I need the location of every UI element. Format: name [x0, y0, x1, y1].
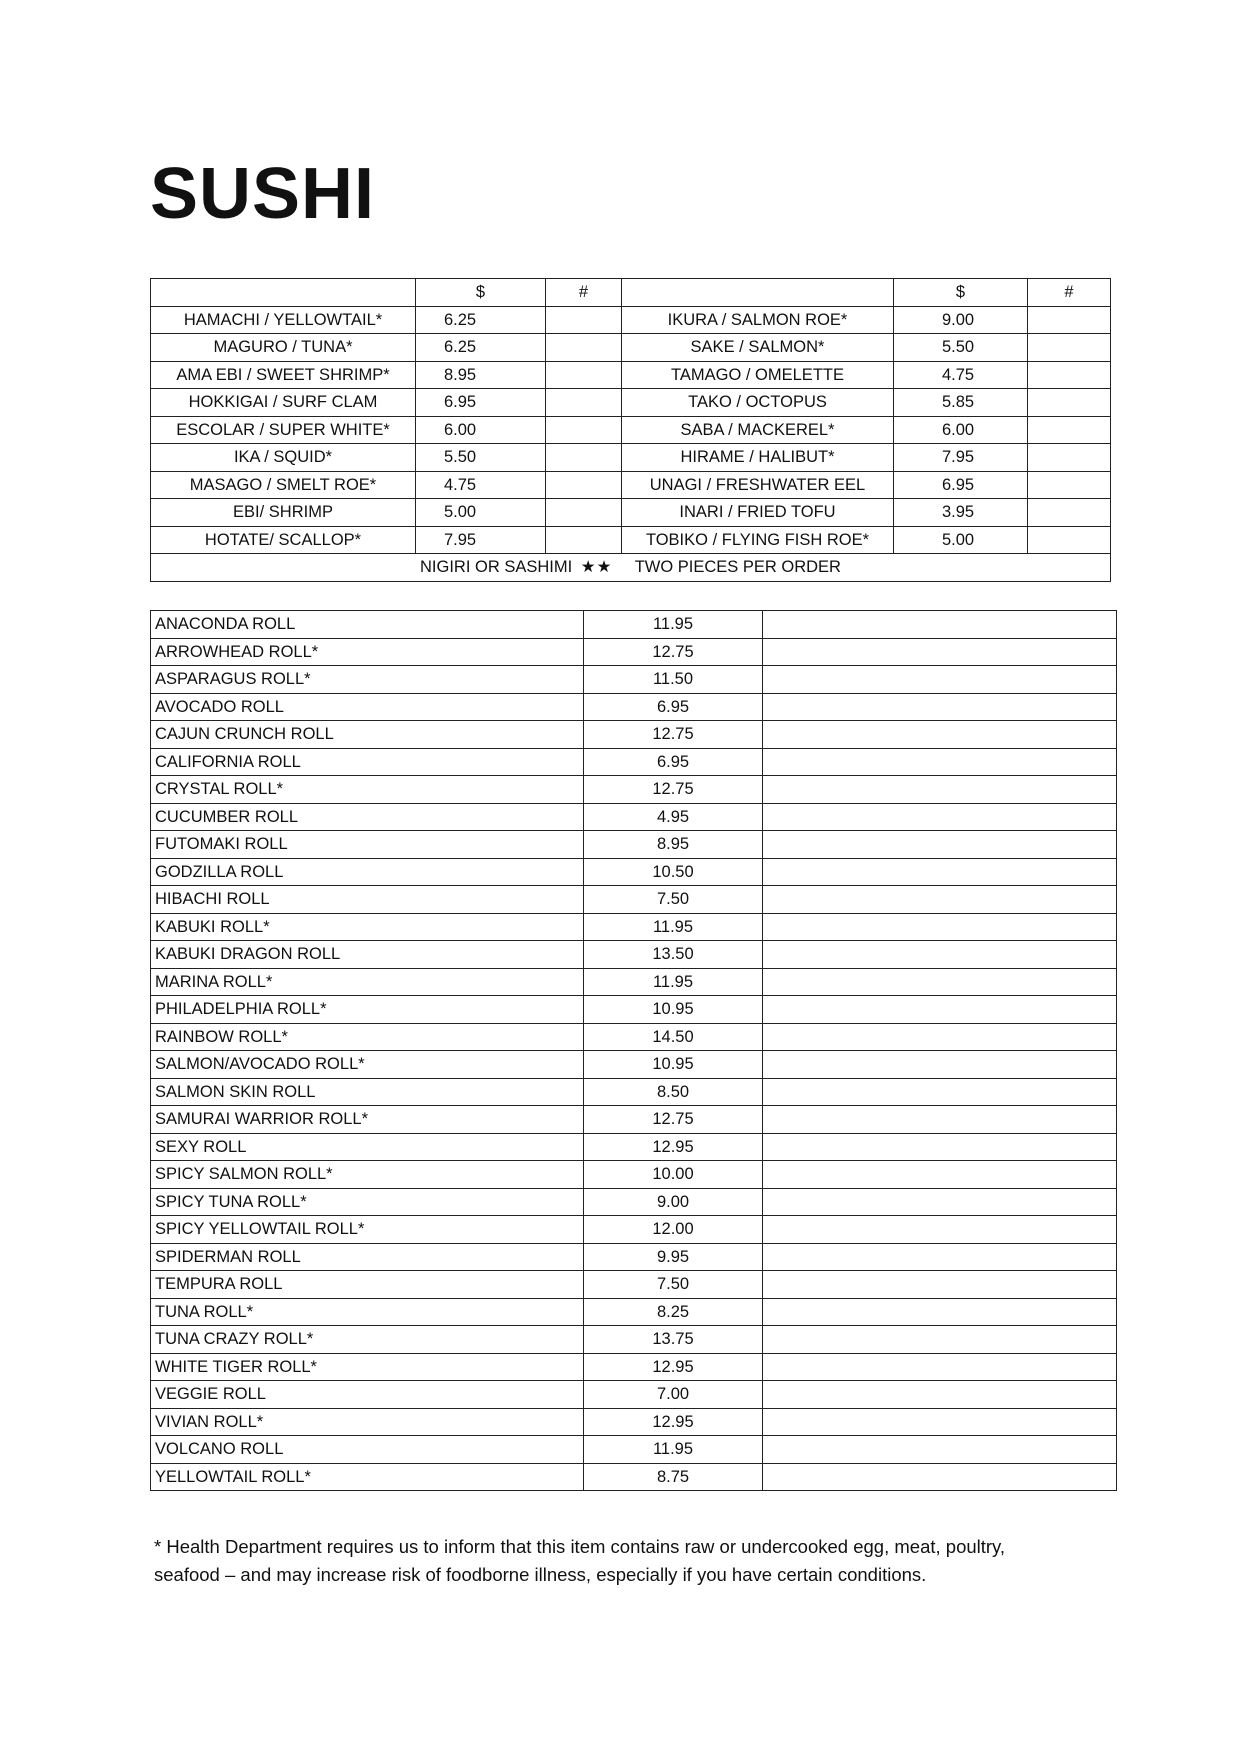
roll-row	[151, 776, 1117, 804]
roll-name: VIVIAN ROLL*	[151, 1408, 584, 1436]
roll-row	[151, 1243, 1117, 1271]
roll-price: 14.50	[584, 1023, 763, 1051]
roll-notes-cell	[763, 611, 1117, 639]
nigiri-item-count	[1028, 471, 1111, 499]
nigiri-item-name: IKA / SQUID*	[151, 444, 416, 472]
nigiri-header-item-right	[622, 279, 894, 307]
nigiri-item-name: MAGURO / TUNA*	[151, 334, 416, 362]
roll-price: 12.95	[584, 1408, 763, 1436]
roll-name: PHILADELPHIA ROLL*	[151, 996, 584, 1024]
nigiri-header-price-right: $	[894, 279, 1028, 307]
roll-notes-cell	[763, 1408, 1117, 1436]
roll-name: SALMON/AVOCADO ROLL*	[151, 1051, 584, 1079]
roll-name: FUTOMAKI ROLL	[151, 831, 584, 859]
roll-notes-cell	[763, 941, 1117, 969]
roll-price: 8.50	[584, 1078, 763, 1106]
nigiri-item-price: 6.95	[894, 471, 1028, 499]
roll-price: 13.50	[584, 941, 763, 969]
roll-price: 10.50	[584, 858, 763, 886]
roll-price: 11.50	[584, 666, 763, 694]
roll-row	[151, 1353, 1117, 1381]
nigiri-item-count	[1028, 306, 1111, 334]
nigiri-item-count	[1028, 361, 1111, 389]
nigiri-item-name: UNAGI / FRESHWATER EEL	[622, 471, 894, 499]
nigiri-note-row	[151, 554, 1111, 582]
roll-name: SPICY TUNA ROLL*	[151, 1188, 584, 1216]
roll-name: CAJUN CRUNCH ROLL	[151, 721, 584, 749]
nigiri-item-count	[546, 361, 622, 389]
roll-notes-cell	[763, 1463, 1117, 1491]
roll-notes-cell	[763, 1161, 1117, 1189]
nigiri-item-count	[1028, 389, 1111, 417]
roll-name: VEGGIE ROLL	[151, 1381, 584, 1409]
roll-price: 11.95	[584, 611, 763, 639]
nigiri-item-name: ESCOLAR / SUPER WHITE*	[151, 416, 416, 444]
roll-name: SPICY SALMON ROLL*	[151, 1161, 584, 1189]
roll-price: 11.95	[584, 968, 763, 996]
roll-row	[151, 748, 1117, 776]
nigiri-item-price: 5.85	[894, 389, 1028, 417]
roll-name: VOLCANO ROLL	[151, 1436, 584, 1464]
roll-row	[151, 1326, 1117, 1354]
roll-row	[151, 1161, 1117, 1189]
roll-name: ASPARAGUS ROLL*	[151, 666, 584, 694]
roll-row	[151, 611, 1117, 639]
roll-row	[151, 1298, 1117, 1326]
roll-price: 11.95	[584, 913, 763, 941]
roll-notes-cell	[763, 996, 1117, 1024]
roll-price: 9.00	[584, 1188, 763, 1216]
nigiri-row	[151, 471, 1111, 499]
nigiri-row	[151, 499, 1111, 527]
rolls-table	[150, 610, 1117, 1491]
nigiri-item-price: 6.95	[416, 389, 546, 417]
nigiri-row	[151, 389, 1111, 417]
roll-price: 8.95	[584, 831, 763, 859]
roll-notes-cell	[763, 886, 1117, 914]
roll-row	[151, 1271, 1117, 1299]
nigiri-item-name: INARI / FRIED TOFU	[622, 499, 894, 527]
nigiri-header-row	[151, 279, 1111, 307]
nigiri-item-count	[546, 389, 622, 417]
roll-price: 10.00	[584, 1161, 763, 1189]
roll-name: SAMURAI WARRIOR ROLL*	[151, 1106, 584, 1134]
roll-row	[151, 913, 1117, 941]
roll-row	[151, 638, 1117, 666]
nigiri-item-price: 5.00	[416, 499, 546, 527]
roll-row	[151, 968, 1117, 996]
roll-price: 4.95	[584, 803, 763, 831]
roll-name: MARINA ROLL*	[151, 968, 584, 996]
roll-name: TEMPURA ROLL	[151, 1271, 584, 1299]
roll-row	[151, 721, 1117, 749]
nigiri-note-left: NIGIRI OR SASHIMI	[420, 558, 573, 576]
roll-notes-cell	[763, 968, 1117, 996]
page-title: SUSHI	[150, 154, 376, 234]
roll-row	[151, 666, 1117, 694]
nigiri-item-name: TAMAGO / OMELETTE	[622, 361, 894, 389]
nigiri-row	[151, 526, 1111, 554]
nigiri-item-price: 9.00	[894, 306, 1028, 334]
roll-price: 12.75	[584, 638, 763, 666]
nigiri-item-count	[1028, 444, 1111, 472]
roll-price: 7.50	[584, 1271, 763, 1299]
roll-price: 11.95	[584, 1436, 763, 1464]
roll-row	[151, 1023, 1117, 1051]
roll-name: CALIFORNIA ROLL	[151, 748, 584, 776]
nigiri-item-count	[546, 526, 622, 554]
nigiri-item-price: 5.00	[894, 526, 1028, 554]
nigiri-item-count	[1028, 526, 1111, 554]
roll-notes-cell	[763, 748, 1117, 776]
roll-price: 6.95	[584, 693, 763, 721]
health-disclaimer-line-2: seafood – and may increase risk of foodborne illness, especially if you have certain conditions.	[154, 1564, 927, 1585]
roll-notes-cell	[763, 638, 1117, 666]
roll-price: 12.00	[584, 1216, 763, 1244]
nigiri-item-count	[546, 334, 622, 362]
roll-row	[151, 1381, 1117, 1409]
roll-notes-cell	[763, 1106, 1117, 1134]
nigiri-item-price: 4.75	[416, 471, 546, 499]
nigiri-item-price: 8.95	[416, 361, 546, 389]
roll-notes-cell	[763, 693, 1117, 721]
nigiri-item-count	[546, 416, 622, 444]
nigiri-item-price: 4.75	[894, 361, 1028, 389]
roll-row	[151, 831, 1117, 859]
roll-notes-cell	[763, 913, 1117, 941]
nigiri-item-count	[1028, 416, 1111, 444]
roll-row	[151, 693, 1117, 721]
roll-row	[151, 803, 1117, 831]
roll-name: CRYSTAL ROLL*	[151, 776, 584, 804]
nigiri-item-count	[546, 306, 622, 334]
nigiri-item-price: 7.95	[894, 444, 1028, 472]
nigiri-item-count	[546, 499, 622, 527]
roll-price: 9.95	[584, 1243, 763, 1271]
roll-notes-cell	[763, 666, 1117, 694]
roll-notes-cell	[763, 1023, 1117, 1051]
nigiri-item-price: 7.95	[416, 526, 546, 554]
roll-price: 12.75	[584, 721, 763, 749]
nigiri-row	[151, 416, 1111, 444]
roll-notes-cell	[763, 1216, 1117, 1244]
nigiri-item-name: HIRAME / HALIBUT*	[622, 444, 894, 472]
roll-name: WHITE TIGER ROLL*	[151, 1353, 584, 1381]
nigiri-item-name: TOBIKO / FLYING FISH ROE*	[622, 526, 894, 554]
roll-price: 13.75	[584, 1326, 763, 1354]
roll-notes-cell	[763, 803, 1117, 831]
roll-price: 12.75	[584, 1106, 763, 1134]
roll-price: 6.95	[584, 748, 763, 776]
roll-name: TUNA ROLL*	[151, 1298, 584, 1326]
roll-price: 8.75	[584, 1463, 763, 1491]
roll-price: 7.50	[584, 886, 763, 914]
roll-row	[151, 858, 1117, 886]
roll-row	[151, 1188, 1117, 1216]
nigiri-table	[150, 278, 1111, 582]
nigiri-item-name: HOTATE/ SCALLOP*	[151, 526, 416, 554]
roll-price: 12.95	[584, 1133, 763, 1161]
nigiri-note-right: TWO PIECES PER ORDER	[634, 558, 841, 576]
nigiri-header-item-left	[151, 279, 416, 307]
nigiri-row	[151, 334, 1111, 362]
nigiri-item-name: SABA / MACKEREL*	[622, 416, 894, 444]
roll-notes-cell	[763, 858, 1117, 886]
roll-notes-cell	[763, 1271, 1117, 1299]
roll-row	[151, 1436, 1117, 1464]
nigiri-row	[151, 361, 1111, 389]
nigiri-item-price: 6.25	[416, 334, 546, 362]
roll-price: 10.95	[584, 996, 763, 1024]
roll-name: CUCUMBER ROLL	[151, 803, 584, 831]
nigiri-item-name: AMA EBI / SWEET SHRIMP*	[151, 361, 416, 389]
roll-row	[151, 886, 1117, 914]
nigiri-item-name: HAMACHI / YELLOWTAIL*	[151, 306, 416, 334]
roll-row	[151, 1408, 1117, 1436]
nigiri-item-count	[1028, 499, 1111, 527]
roll-price: 10.95	[584, 1051, 763, 1079]
nigiri-item-price: 3.95	[894, 499, 1028, 527]
roll-name: GODZILLA ROLL	[151, 858, 584, 886]
roll-row	[151, 1133, 1117, 1161]
nigiri-row	[151, 306, 1111, 334]
roll-row	[151, 1216, 1117, 1244]
roll-name: SPIDERMAN ROLL	[151, 1243, 584, 1271]
nigiri-item-price: 5.50	[416, 444, 546, 472]
roll-notes-cell	[763, 776, 1117, 804]
roll-notes-cell	[763, 721, 1117, 749]
roll-row	[151, 1078, 1117, 1106]
roll-name: YELLOWTAIL ROLL*	[151, 1463, 584, 1491]
nigiri-item-price: 6.00	[894, 416, 1028, 444]
roll-name: SPICY YELLOWTAIL ROLL*	[151, 1216, 584, 1244]
nigiri-item-count	[1028, 334, 1111, 362]
roll-notes-cell	[763, 831, 1117, 859]
roll-name: SEXY ROLL	[151, 1133, 584, 1161]
roll-notes-cell	[763, 1078, 1117, 1106]
roll-name: SALMON SKIN ROLL	[151, 1078, 584, 1106]
nigiri-item-count	[546, 471, 622, 499]
roll-notes-cell	[763, 1243, 1117, 1271]
roll-price: 8.25	[584, 1298, 763, 1326]
roll-notes-cell	[763, 1436, 1117, 1464]
roll-notes-cell	[763, 1326, 1117, 1354]
roll-notes-cell	[763, 1188, 1117, 1216]
roll-name: RAINBOW ROLL*	[151, 1023, 584, 1051]
nigiri-header-count-left: #	[546, 279, 622, 307]
roll-row	[151, 1106, 1117, 1134]
roll-notes-cell	[763, 1298, 1117, 1326]
health-disclaimer	[154, 1533, 1114, 1589]
roll-name: ARROWHEAD ROLL*	[151, 638, 584, 666]
nigiri-item-price: 5.50	[894, 334, 1028, 362]
nigiri-item-name: IKURA / SALMON ROE*	[622, 306, 894, 334]
roll-name: KABUKI DRAGON ROLL	[151, 941, 584, 969]
roll-notes-cell	[763, 1381, 1117, 1409]
roll-name: ANACONDA ROLL	[151, 611, 584, 639]
health-disclaimer-line-1: * Health Department requires us to inform that this item contains raw or undercooked egg, meat, poultry,	[154, 1536, 1006, 1557]
roll-row	[151, 1051, 1117, 1079]
roll-notes-cell	[763, 1133, 1117, 1161]
roll-name: KABUKI ROLL*	[151, 913, 584, 941]
roll-notes-cell	[763, 1051, 1117, 1079]
star-icon: ★★	[580, 558, 613, 576]
roll-row	[151, 941, 1117, 969]
nigiri-header-price-left: $	[416, 279, 546, 307]
nigiri-item-price: 6.25	[416, 306, 546, 334]
roll-price: 12.75	[584, 776, 763, 804]
nigiri-note	[151, 554, 1111, 582]
nigiri-item-price: 6.00	[416, 416, 546, 444]
roll-name: HIBACHI ROLL	[151, 886, 584, 914]
roll-price: 7.00	[584, 1381, 763, 1409]
roll-name: AVOCADO ROLL	[151, 693, 584, 721]
roll-price: 12.95	[584, 1353, 763, 1381]
nigiri-item-name: TAKO / OCTOPUS	[622, 389, 894, 417]
nigiri-item-name: MASAGO / SMELT ROE*	[151, 471, 416, 499]
nigiri-item-name: SAKE / SALMON*	[622, 334, 894, 362]
nigiri-row	[151, 444, 1111, 472]
nigiri-item-count	[546, 444, 622, 472]
nigiri-header-count-right: #	[1028, 279, 1111, 307]
roll-notes-cell	[763, 1353, 1117, 1381]
nigiri-item-name: HOKKIGAI / SURF CLAM	[151, 389, 416, 417]
roll-row	[151, 996, 1117, 1024]
nigiri-item-name: EBI/ SHRIMP	[151, 499, 416, 527]
roll-row	[151, 1463, 1117, 1491]
roll-name: TUNA CRAZY ROLL*	[151, 1326, 584, 1354]
